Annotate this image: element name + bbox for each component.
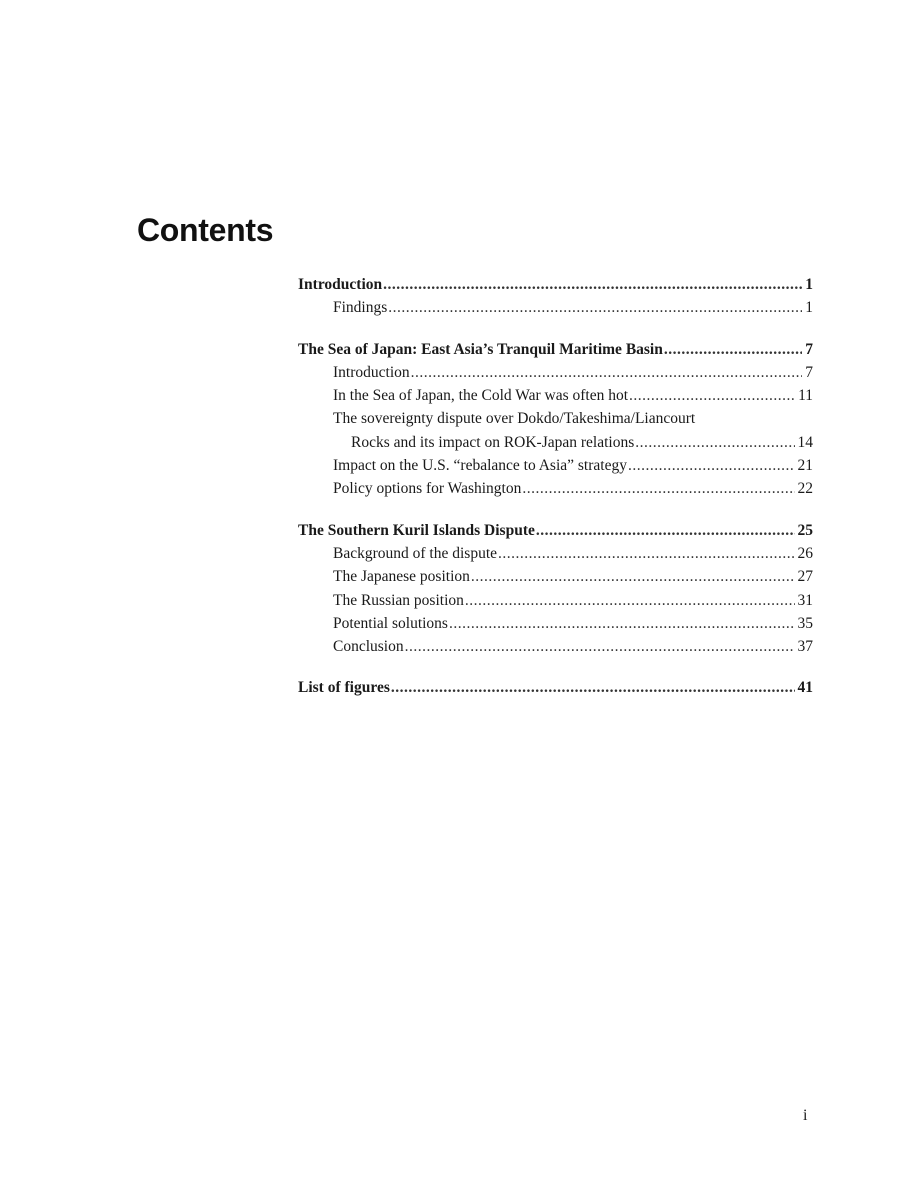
dot-leader bbox=[388, 296, 802, 319]
toc-entry-title: Background of the dispute bbox=[333, 544, 498, 562]
toc-entry-sovereignty-dispute-continued[interactable] bbox=[298, 431, 813, 454]
toc-entry-sea-of-japan[interactable] bbox=[298, 338, 813, 361]
toc-entry-page: 22 bbox=[797, 480, 813, 498]
dot-leader bbox=[629, 384, 795, 407]
toc-section-sea-of-japan bbox=[298, 338, 813, 501]
toc-entry-page: 37 bbox=[797, 638, 813, 656]
toc-entry-page: 21 bbox=[797, 457, 813, 475]
toc-entry-kuril-islands[interactable] bbox=[298, 519, 813, 542]
toc-entry-title: Impact on the U.S. “rebalance to Asia” strategy bbox=[333, 457, 627, 475]
toc-entry-page: 41 bbox=[797, 679, 813, 697]
toc-entry-page: 35 bbox=[797, 614, 813, 632]
toc-section-list-of-figures bbox=[298, 676, 813, 699]
toc-entry-potential-solutions[interactable] bbox=[298, 612, 813, 635]
toc-entry-title: The sovereignty dispute over Dokdo/Takeshima/Liancourt bbox=[333, 410, 696, 428]
toc-entry-sovereignty-dispute[interactable] bbox=[298, 407, 813, 430]
toc-entry-page: 1 bbox=[805, 299, 813, 317]
dot-leader bbox=[383, 273, 802, 296]
dot-leader bbox=[391, 676, 795, 699]
toc-entry-title: Policy options for Washington bbox=[333, 480, 522, 498]
toc-entry-title: Introduction bbox=[333, 363, 410, 381]
dot-leader bbox=[536, 519, 795, 542]
toc-entry-cold-war[interactable] bbox=[298, 384, 813, 407]
toc-entry-title: Introduction bbox=[298, 276, 383, 293]
toc-entry-page: 7 bbox=[805, 363, 813, 381]
dot-leader bbox=[635, 431, 794, 454]
toc-entry-title: The Japanese position bbox=[333, 568, 470, 586]
toc-entry-rebalance[interactable] bbox=[298, 454, 813, 477]
toc-entry-page: 14 bbox=[797, 433, 813, 451]
toc-entry-title: Conclusion bbox=[333, 638, 404, 656]
toc-entry-russian-position[interactable] bbox=[298, 589, 813, 612]
dot-leader bbox=[522, 477, 794, 500]
toc-section-kuril-islands bbox=[298, 519, 813, 659]
toc-entry-title: Potential solutions bbox=[333, 614, 448, 632]
toc-entry-page: 31 bbox=[797, 591, 813, 609]
dot-leader bbox=[664, 338, 802, 361]
toc-entry-title: The Russian position bbox=[333, 591, 464, 609]
dot-leader bbox=[411, 361, 803, 384]
toc-entry-introduction[interactable] bbox=[298, 273, 813, 296]
dot-leader bbox=[498, 542, 794, 565]
toc-section-introduction bbox=[298, 273, 813, 320]
toc-entry-title: The Southern Kuril Islands Dispute bbox=[298, 521, 535, 539]
dot-leader bbox=[471, 565, 795, 588]
toc-entry-japanese-position[interactable] bbox=[298, 565, 813, 588]
dot-leader bbox=[449, 612, 795, 635]
toc-entry-page: 11 bbox=[798, 387, 813, 405]
toc-entry-findings[interactable] bbox=[298, 296, 813, 319]
toc-entry-policy-options[interactable] bbox=[298, 477, 813, 500]
dot-leader bbox=[405, 635, 795, 658]
dot-leader bbox=[628, 454, 795, 477]
toc-entry-title: Findings bbox=[333, 299, 388, 317]
page-number: i bbox=[803, 1107, 808, 1124]
table-of-contents bbox=[298, 273, 813, 718]
page-title: Contents bbox=[137, 212, 274, 248]
toc-entry-list-of-figures[interactable] bbox=[298, 676, 813, 699]
toc-entry-title-continuation: Rocks and its impact on ROK-Japan relations bbox=[351, 433, 635, 451]
toc-entry-title: In the Sea of Japan, the Cold War was often hot bbox=[333, 387, 629, 405]
toc-entry-title: List of figures bbox=[298, 679, 390, 697]
toc-entry-title: The Sea of Japan: East Asia’s Tranquil Maritime Basin bbox=[298, 340, 663, 358]
toc-entry-page: 1 bbox=[805, 276, 813, 293]
toc-entry-page: 27 bbox=[797, 568, 813, 586]
toc-entry-sea-introduction[interactable] bbox=[298, 361, 813, 384]
toc-entry-page: 26 bbox=[797, 544, 813, 562]
toc-entry-page: 25 bbox=[797, 521, 813, 539]
toc-entry-background[interactable] bbox=[298, 542, 813, 565]
dot-leader bbox=[465, 589, 795, 612]
toc-entry-page: 7 bbox=[805, 340, 813, 358]
toc-entry-conclusion[interactable] bbox=[298, 635, 813, 658]
